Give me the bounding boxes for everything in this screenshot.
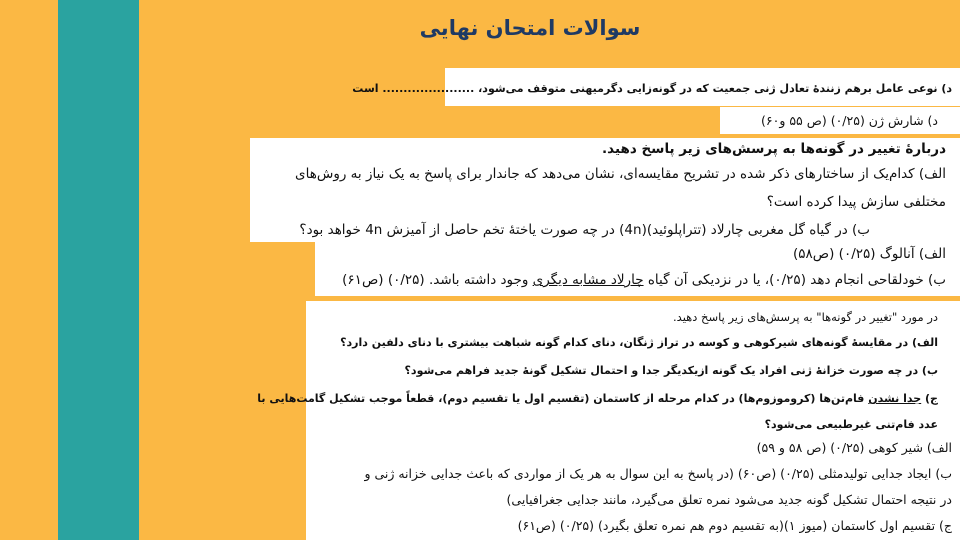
block3-question-jim-start: ج) xyxy=(925,392,938,405)
block3-question-jim-end: فام‌تن‌ها (کروموزوم‌ها) در کدام مرحله از کاستمان (تقسیم اول یا تقسیم دوم)، قطعاً موجب تشکیل گامت‌هایی با xyxy=(257,392,865,405)
block3-question-jim-line1 xyxy=(257,392,938,405)
block2-question-alef-line2: مختلفی سازش پیدا کرده است؟ xyxy=(766,194,946,210)
block2-answer-be-underlined: چارلاد مشابه دیگری xyxy=(532,272,644,288)
block3-answer-alef: الف) شیر کوهی (۰/۲۵) (ص ۵۸ و ۵۹) xyxy=(756,440,952,455)
block3-answer-jim: ج) تقسیم اول کاستمان (میوز ۱)(به تقسیم دوم هم نمره تعلق بگیرد) (۰/۲۵) (ص۶۱) xyxy=(517,518,952,533)
block3-answer-be-line1: ب) ایجاد جدایی تولیدمثلی (۰/۲۵) (ص۶۰) (در پاسخ به این سوال به هر یک از مواردی که باعث جدایی خزانه ژنی و xyxy=(364,466,952,481)
block2-answer-be xyxy=(342,272,946,288)
block2-answer-be-end: وجود داشته باشد. (۰/۲۵) (ص۶۱) xyxy=(342,272,529,288)
block3-question-alef: الف) در مقایسهٔ گونه‌های شیرکوهی و کوسه در تراز ژنگان، دنای کدام گونه شباهت بیشتری با دنای دلفین دارد؟ xyxy=(340,336,938,349)
block3-answer-be-line2: در نتیجه احتمال تشکیل گونه جدید می‌شود نمره تعلق می‌گیرد، مانند جدایی جغرافیایی) xyxy=(506,492,952,507)
teal-stripe xyxy=(58,0,139,540)
slide-title: سوالات امتحان نهایی xyxy=(419,16,641,40)
block3-question-be: ب) در چه صورت خزانهٔ ژنی افراد یک گونه ازیکدیگر جدا و احتمال تشکیل گونهٔ جدید فراهم می‌شود؟ xyxy=(404,364,938,377)
block2-question-be: ب) در گیاه گل مغربی چارلاد (تتراپلوئید)(4n) در چه صورت یاختهٔ تخم حاصل از آمیزش 4n خواهد بود؟ xyxy=(299,222,870,238)
block2-question-alef-line1: الف) کدام‌یک از ساختارهای ذکر شده در تشریح مقایسه‌ای، نشان می‌دهد که جاندار برای پاسخ به یک نیاز به روش‌های xyxy=(295,166,946,182)
block1-answer: د) شارش ژن (۰/۲۵) (ص ۵۵ و۶۰) xyxy=(761,113,938,128)
block3-question-jim-underlined: جدا نشدن xyxy=(868,392,922,405)
block3-heading: در مورد "تغییر در گونه‌ها" به پرسش‌های زیر پاسخ دهید. xyxy=(673,310,938,324)
block2-answer-alef: الف) آنالوگ (۰/۲۵) (ص۵۸) xyxy=(792,246,946,262)
block2-heading: دربارهٔ تغییر در گونه‌ها به پرسش‌های زیر پاسخ دهید. xyxy=(602,141,946,157)
block2-answer-be-start: ب) خودلقاحی انجام دهد (۰/۲۵)، یا در نزدیکی آن گیاه xyxy=(647,272,946,288)
block3-question-jim-line2: عدد فام‌تنی غیرطبیعی می‌شود؟ xyxy=(764,418,938,431)
block1-question: د) نوعی عامل برهم زنندهٔ تعادل ژنی جمعیت که در گونه‌زایی دگرمیهنی متوقف می‌شود، ...................... است xyxy=(352,82,952,95)
